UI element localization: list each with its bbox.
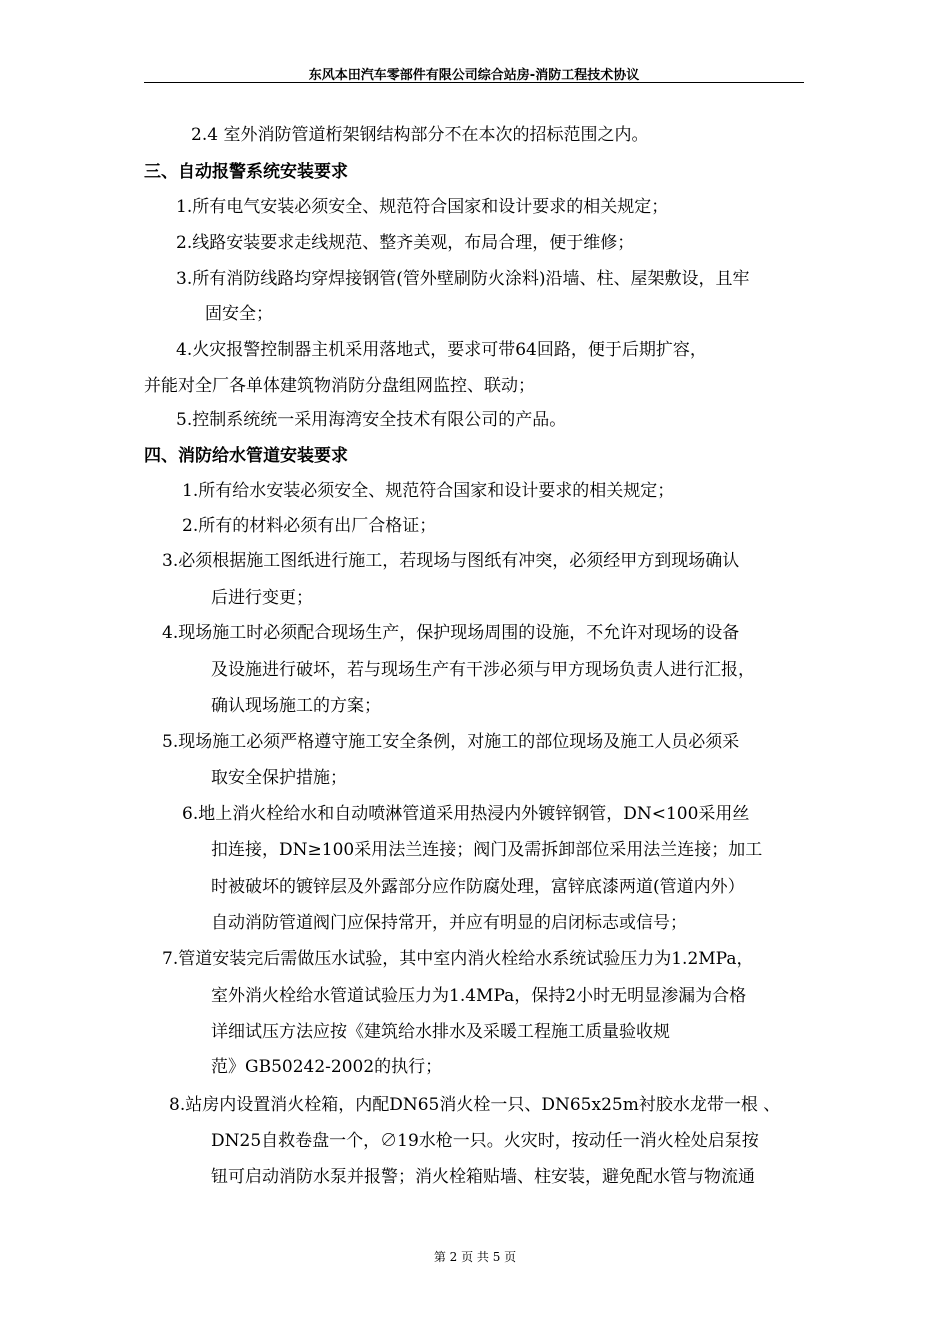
- paragraph-line: 详细试压方法应按《建筑给水排水及采暖工程施工质量验收规: [211, 1022, 670, 1042]
- paragraph-line: 固安全；: [205, 304, 273, 324]
- paragraph-line: 取安全保护措施；: [211, 768, 347, 788]
- paragraph-line: 2.线路安装要求走线规范、整齐美观，布局合理，便于维修；: [176, 233, 635, 253]
- paragraph-line: 时被破坏的镀锌层及外露部分应作防腐处理，富锌底漆两道(管道内外）: [211, 877, 745, 897]
- header-rule: [144, 82, 804, 83]
- paragraph-line: 钮可启动消防水泵并报警；消火栓箱贴墙、柱安装，避免配水管与物流通: [211, 1167, 755, 1187]
- page-header-title: 东风本田汽车零部件有限公司综合站房-消防工程技术协议: [308, 68, 640, 83]
- section-heading-3: 三、自动报警系统安装要求: [144, 162, 348, 182]
- paragraph-line: 1.所有电气安装必须安全、规范符合国家和设计要求的相关规定；: [176, 197, 669, 217]
- paragraph-line: 及设施进行破坏，若与现场生产有干涉必须与甲方现场负责人进行汇报，: [211, 660, 755, 680]
- paragraph-line: 4.现场施工时必须配合现场生产，保护现场周围的设施，不允许对现场的设备: [162, 623, 740, 643]
- page-number: 第 2 页 共 5 页: [433, 1250, 517, 1264]
- section-heading-4: 四、消防给水管道安装要求: [144, 446, 348, 466]
- paragraph-line: 5.控制系统统一采用海湾安全技术有限公司的产品。: [176, 410, 567, 430]
- clause-2-4: 2.4 室外消防管道桁架钢结构部分不在本次的招标范围之内。: [191, 125, 649, 145]
- paragraph-line: 后进行变更；: [211, 588, 313, 608]
- paragraph-line: 7.管道安装完后需做压水试验，其中室内消火栓给水系统试验压力为1.2MPa，: [162, 949, 754, 969]
- paragraph-line: 1.所有给水安装必须安全、规范符合国家和设计要求的相关规定；: [182, 481, 675, 501]
- paragraph-line: 扣连接，DN≥100采用法兰连接；阀门及需拆卸部位采用法兰连接；加工: [211, 840, 763, 860]
- paragraph-line: 3.所有消防线路均穿焊接钢管(管外壁刷防火涂料)沿墙、柱、屋架敷设，且牢: [176, 269, 750, 289]
- paragraph-line: 3.必须根据施工图纸进行施工，若现场与图纸有冲突，必须经甲方到现场确认: [162, 551, 740, 571]
- paragraph-line: 确认现场施工的方案；: [211, 696, 381, 716]
- paragraph-line: 范》GB50242-2002的执行；: [211, 1057, 443, 1077]
- paragraph-line: 5.现场施工必须严格遵守施工安全条例，对施工的部位现场及施工人员必须采: [162, 732, 740, 752]
- paragraph-line: 2.所有的材料必须有出厂合格证；: [182, 516, 437, 536]
- paragraph-line: 6.地上消火栓给水和自动喷淋管道采用热浸内外镀锌钢管，DN<100采用丝: [182, 804, 750, 824]
- paragraph-line: 自动消防管道阀门应保持常开，并应有明显的启闭标志或信号；: [211, 913, 687, 933]
- paragraph-line: 室外消火栓给水管道试验压力为1.4MPa，保持2小时无明显渗漏为合格: [211, 986, 747, 1006]
- paragraph-line: 8.站房内设置消火栓箱，内配DN65消火栓一只、DN65x25m衬胶水龙带一根 、: [169, 1095, 781, 1115]
- paragraph-line: 并能对全厂各单体建筑物消防分盘组网监控、联动；: [144, 376, 535, 396]
- paragraph-line: DN25自救卷盘一个，∅19水枪一只。火灾时，按动任一消火栓处启泵按: [211, 1131, 759, 1151]
- paragraph-line: 4.火灾报警控制器主机采用落地式，要求可带64回路，便于后期扩容，: [176, 340, 707, 360]
